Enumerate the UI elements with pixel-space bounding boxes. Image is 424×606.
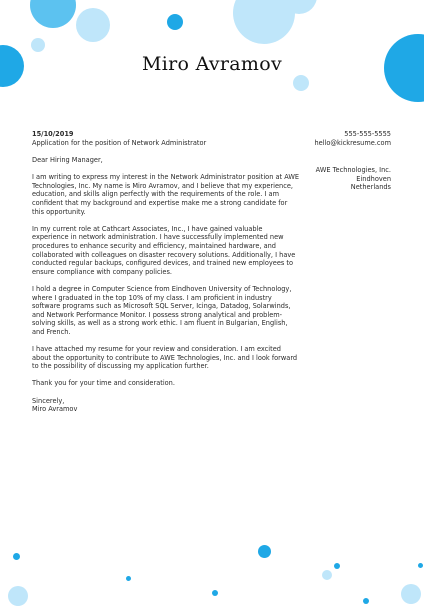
recipient-country: Netherlands <box>350 183 391 192</box>
decorative-circle <box>258 545 271 558</box>
salutation: Dear Hiring Manager, <box>32 156 103 164</box>
recipient-company: AWE Technologies, Inc. <box>315 166 391 174</box>
letter-date: 15/10/2019 <box>32 130 74 138</box>
decorative-circle <box>293 75 309 91</box>
decorative-circle <box>322 570 332 580</box>
body-paragraph: Thank you for your time and consideration. <box>32 379 175 388</box>
closing: Sincerely, <box>32 396 65 405</box>
decorative-circle <box>8 586 28 606</box>
decorative-circle <box>31 38 45 52</box>
body-paragraph: I hold a degree in Computer Science from Eindhoven University of Technology, where I graduated in the top 10% of my class. I am proficient in industry software programs such as Microsoft SQL Server, Icinga, Datadog, Solarwinds, and Network Performance Monitor. I possess strong analytical and problem-solving skills, as well as a strong work ethic. I am fluent in Bulgarian, English, and French. <box>32 284 292 336</box>
letter-subject: Application for the position of Network Administrator <box>32 139 207 147</box>
closing-block <box>32 397 300 414</box>
letter-body <box>32 156 300 414</box>
contact-info <box>314 130 391 147</box>
signature: Miro Avramov <box>32 405 78 414</box>
decorative-circle <box>418 563 423 568</box>
decorative-circle <box>13 553 20 560</box>
decorative-circle <box>126 576 131 581</box>
decorative-circle <box>76 8 110 42</box>
body-paragraph: In my current role at Cathcart Associates, Inc., I have gained valuable experience in network administration. I have successfully implemented new procedures to enhance security and efficiency, maintained hardware, and collaborated with colleagues on disaster recovery solutions. Additionally, I have conducted regular backups, configured devices, and trained new employees to ensure compliance with company policies. <box>32 224 296 276</box>
decorative-circle <box>334 563 340 569</box>
decorative-circle <box>363 598 369 604</box>
recipient-city: Eindhoven <box>356 174 391 183</box>
decorative-circle <box>212 590 218 596</box>
decorative-circle <box>167 14 183 30</box>
decorative-circle <box>30 0 76 28</box>
decorative-circle <box>401 584 421 604</box>
body-paragraph: I am writing to express my interest in the Network Administrator position at AWE Technologies, Inc. My name is Miro Avramov, and I believe that my experience, education, and skills align perfectly with the requirements of the role. I am confident that my background and expertise make me a strong candidate for this opportunity. <box>32 173 300 216</box>
applicant-name: Miro Avramov <box>142 52 282 75</box>
contact-phone: 555-555-5555 <box>344 130 391 138</box>
contact-email: hello@kickresume.com <box>314 138 391 147</box>
recipient-address <box>316 166 391 192</box>
body-paragraph: I have attached my resume for your review and consideration. I am excited about the opportunity to contribute to AWE Technologies, Inc. and I look forward to the possibility of discussing my application further. <box>32 345 298 371</box>
